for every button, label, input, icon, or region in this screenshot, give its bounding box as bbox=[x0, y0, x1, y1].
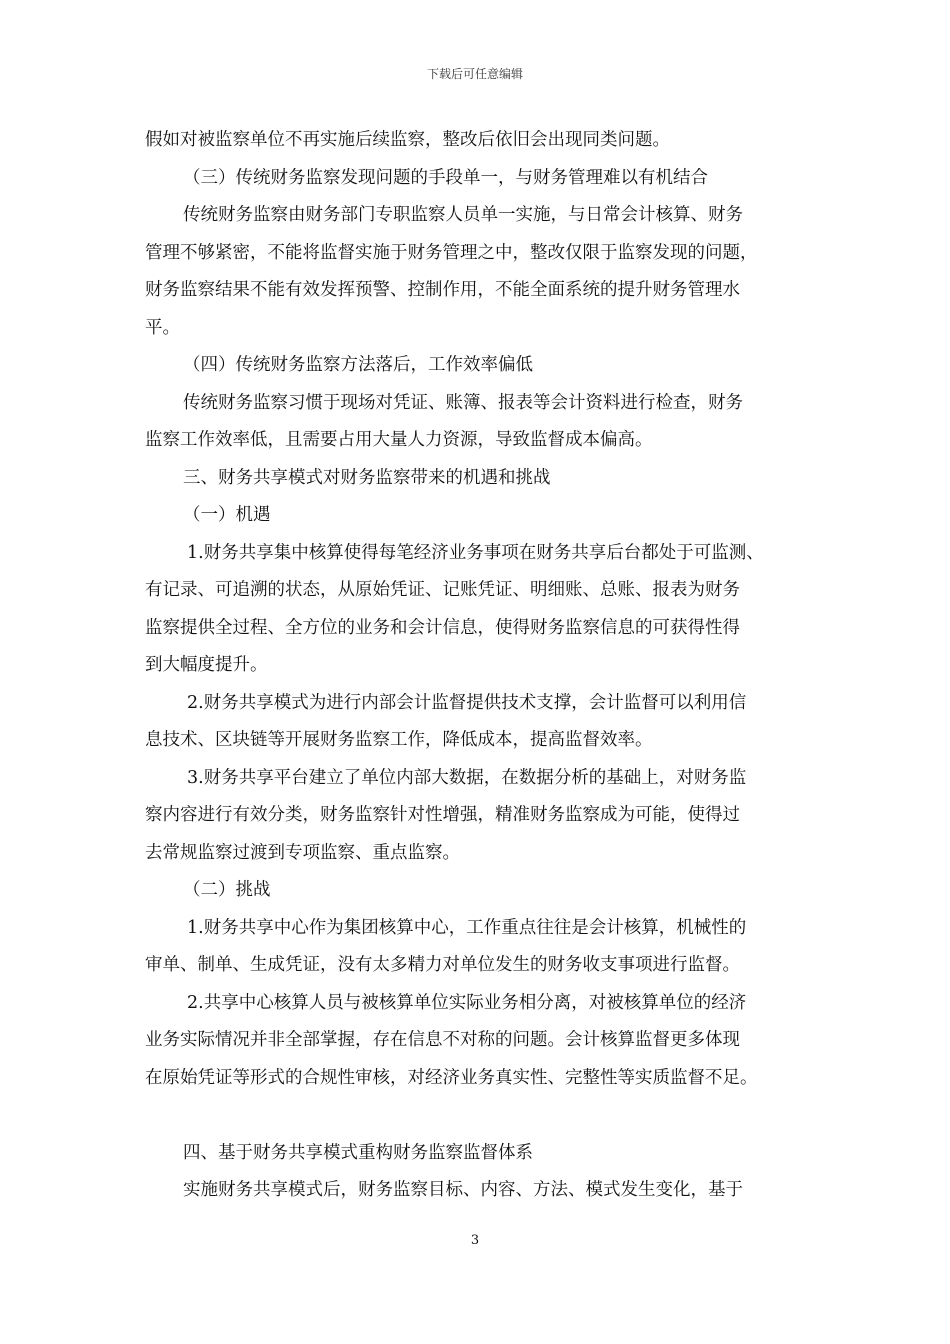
paragraph-line: 去常规监察过渡到专项监察、重点监察。 bbox=[145, 842, 460, 863]
document-body bbox=[145, 122, 810, 1210]
paragraph-line: 2.财务共享模式为进行内部会计监督提供技术支撑，会计监督可以利用信 bbox=[187, 692, 747, 713]
paragraph-line: 3.财务共享平台建立了单位内部大数据，在数据分析的基础上，对财务监 bbox=[187, 767, 747, 788]
paragraph-line: 传统财务监察习惯于现场对凭证、账簿、报表等会计资料进行检查，财务 bbox=[183, 392, 743, 413]
blank-line bbox=[145, 1097, 810, 1135]
paragraph-line: 有记录、可追溯的状态，从原始凭证、记账凭证、明细账、总账、报表为财务 bbox=[145, 580, 740, 600]
section-heading: （二）挑战 bbox=[183, 880, 271, 900]
section-heading: （四）传统财务监察方法落后，工作效率偏低 bbox=[183, 355, 533, 375]
paragraph-line: 管理不够紧密，不能将监督实施于财务管理之中，整改仅限于监察发现的问题， bbox=[145, 242, 758, 263]
paragraph-line: 监察工作效率低，且需要占用大量人力资源，导致监督成本偏高。 bbox=[145, 430, 653, 450]
paragraph-line: 在原始凭证等形式的合规性审核，对经济业务真实性、完整性等实质监督不足。 bbox=[145, 1067, 758, 1088]
paragraph-line: 审单、制单、生成凭证，没有太多精力对单位发生的财务收支事项进行监督。 bbox=[145, 955, 740, 975]
section-heading: （三）传统财务监察发现问题的手段单一，与财务管理难以有机结合 bbox=[183, 167, 708, 188]
page-number: 3 bbox=[470, 1233, 480, 1248]
chapter-heading: 三、财务共享模式对财务监察带来的机遇和挑战 bbox=[183, 467, 551, 488]
paragraph-line: 息技术、区块链等开展财务监察工作，降低成本，提高监督效率。 bbox=[145, 730, 653, 750]
paragraph-line: 到大幅度提升。 bbox=[145, 655, 268, 675]
page-header: 下载后可任意编辑 bbox=[426, 67, 523, 81]
paragraph-line: 实施财务共享模式后，财务监察目标、内容、方法、模式发生变化，基于 bbox=[183, 1180, 743, 1200]
paragraph-line: 2.共享中心核算人员与被核算单位实际业务相分离，对被核算单位的经济 bbox=[187, 992, 747, 1013]
paragraph-line: 传统财务监察由财务部门专职监察人员单一实施，与日常会计核算、财务 bbox=[183, 205, 743, 225]
paragraph-line: 1.财务共享中心作为集团核算中心，工作重点往往是会计核算，机械性的 bbox=[187, 917, 747, 938]
paragraph-line: 平。 bbox=[145, 317, 180, 338]
text-line: 假如对被监察单位不再实施后续监察，整改后依旧会出现同类问题。 bbox=[145, 130, 670, 150]
paragraph-line: 1.财务共享集中核算使得每笔经济业务事项在财务共享后台都处于可监测、 bbox=[187, 542, 764, 563]
chapter-heading: 四、基于财务共享模式重构财务监察监督体系 bbox=[183, 1142, 533, 1163]
paragraph-line: 业务实际情况并非全部掌握，存在信息不对称的问题。会计核算监督更多体现 bbox=[145, 1030, 740, 1050]
paragraph-line: 察内容进行有效分类，财务监察针对性增强，精准财务监察成为可能，使得过 bbox=[145, 805, 740, 825]
section-heading: （一）机遇 bbox=[183, 505, 271, 525]
paragraph-line: 财务监察结果不能有效发挥预警、控制作用，不能全面系统的提升财务管理水 bbox=[145, 280, 740, 300]
paragraph-line: 监察提供全过程、全方位的业务和会计信息，使得财务监察信息的可获得性得 bbox=[145, 617, 740, 638]
